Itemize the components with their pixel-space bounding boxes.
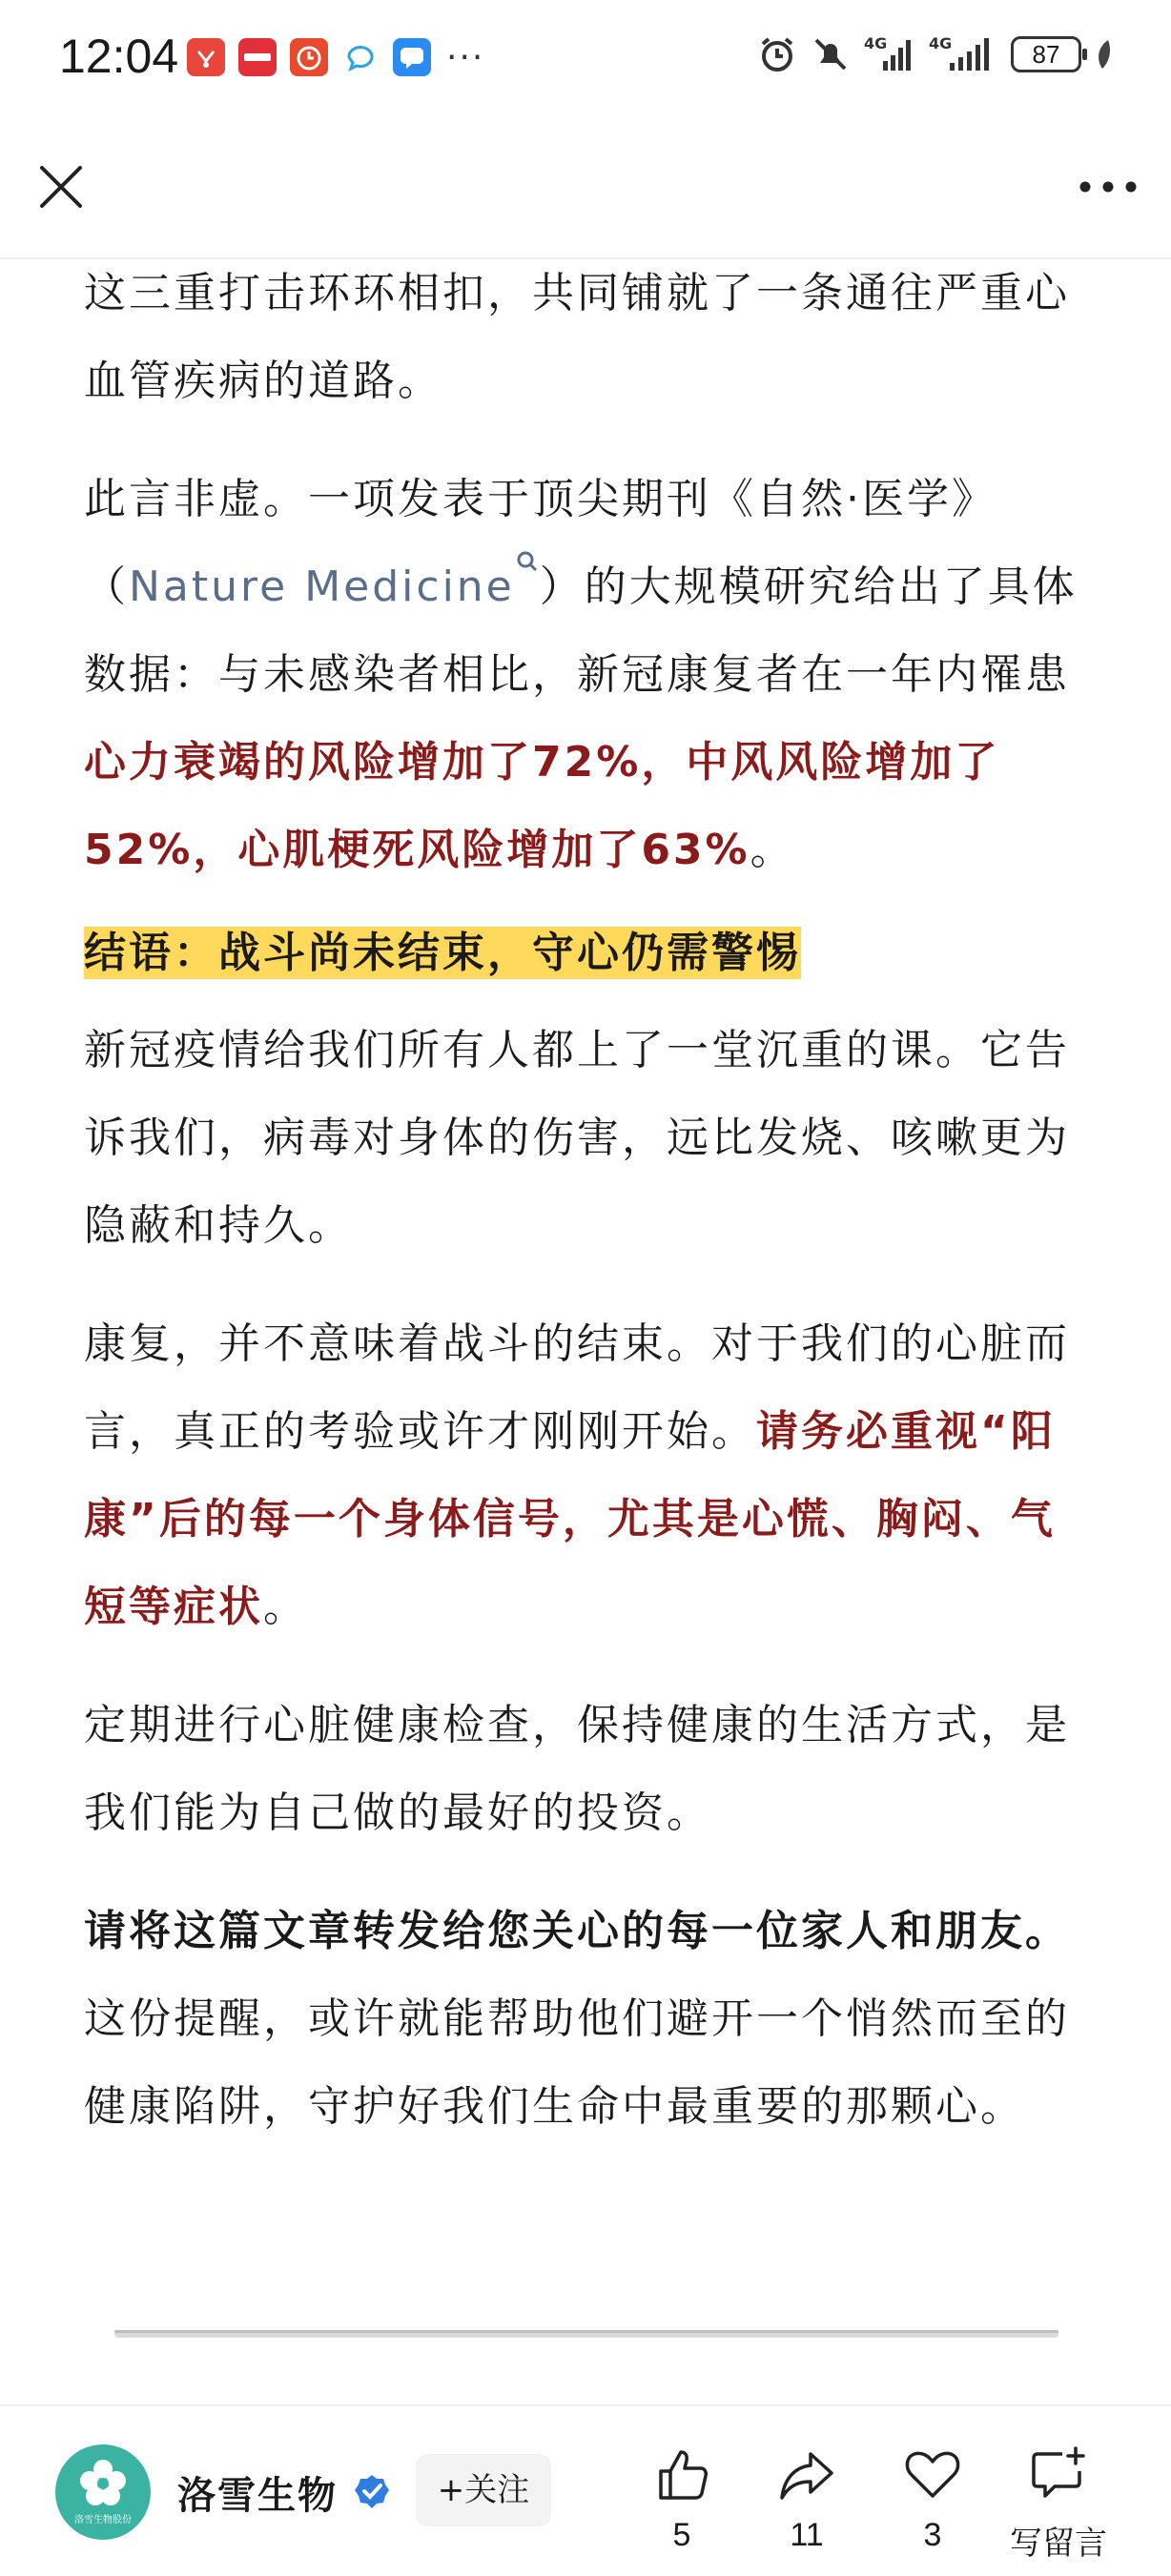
more-notifications-icon: ··· — [446, 38, 485, 77]
section-heading — [84, 925, 1095, 982]
comment-icon — [1028, 2444, 1089, 2505]
huawei-app-icon — [238, 38, 277, 76]
battery-indicator: 87 — [1011, 36, 1081, 72]
paragraph — [84, 250, 1095, 425]
more-options-button[interactable] — [1074, 160, 1142, 214]
paragraph — [84, 1682, 1095, 1857]
paragraph-text: ）的大规模研究给出了具体数据：与未感染者相比，新冠康复者在一年内罹患 — [84, 562, 1078, 699]
verified-badge-icon — [353, 2473, 391, 2511]
share-arrow-icon — [776, 2444, 837, 2505]
message-bubble-icon — [341, 38, 380, 76]
paragraph-text: 这三重打击环环相扣，共同铺就了一条通往严重心血管疾病的道路。 — [84, 269, 1070, 405]
heart-icon — [902, 2444, 963, 2505]
top-navigation — [0, 114, 1171, 259]
thumbs-up-icon — [651, 2444, 712, 2505]
chat-icon — [393, 38, 431, 76]
avatar-caption: 洛雪生物股份 — [74, 2515, 132, 2525]
author-name[interactable]: 洛雪生物 — [177, 2474, 338, 2518]
paragraph-text: 此言非虚。一项发表于顶尖期刊《自然·医学》（ — [84, 475, 996, 611]
timer-app-icon — [290, 38, 328, 76]
flower-logo-icon — [55, 2444, 151, 2540]
paragraph — [84, 1888, 1095, 2151]
app-notification-icon — [187, 38, 225, 76]
signal-4g-icon — [929, 34, 997, 74]
paragraph-text: 。 — [750, 826, 795, 874]
article-body — [84, 250, 1095, 2181]
write-comment-button[interactable] — [1001, 2444, 1116, 2564]
paragraph — [84, 456, 1095, 894]
search-icon — [515, 549, 540, 578]
like-button[interactable] — [625, 2444, 739, 2554]
favorite-count: 3 — [923, 2517, 942, 2553]
status-time: 12:04 — [59, 30, 179, 83]
paragraph-text: 定期进行心脏健康检查，保持健康的生活方式，是我们能为自己做的最好的投资。 — [84, 1701, 1070, 1837]
paragraph-text: 。 — [263, 1583, 308, 1631]
network-type-label: 4G — [864, 34, 888, 52]
leaf-icon — [1095, 36, 1114, 72]
alarm-icon — [757, 34, 797, 74]
close-icon — [34, 160, 88, 214]
nature-medicine-search-link[interactable] — [129, 562, 540, 611]
paragraph-text: 康复，并不意味着战斗的结束。对于我们的心脏而言，真正的考验或许才刚刚开始。 — [84, 1319, 1070, 1456]
comment-label: 写留言 — [1010, 2525, 1107, 2562]
emphasis-text: 请务必重视“阳康”后的每一个身体信号，尤其是心慌、胸闷、气短等症状 — [84, 1407, 1056, 1631]
like-count: 5 — [672, 2517, 691, 2553]
paragraph — [84, 1300, 1095, 1651]
share-count: 11 — [790, 2517, 824, 2553]
network-type-label: 4G — [929, 34, 953, 52]
bottom-action-bar — [0, 2404, 1171, 2576]
signal-4g-icon — [864, 34, 915, 74]
scroll-progress-bar — [114, 2330, 1058, 2338]
emphasis-text: 心力衰竭的风险增加了72%，中风风险增加了52%，心肌梗死风险增加了63% — [84, 738, 1000, 874]
paragraph-text: 这份提醒，或许就能帮助他们避开一个悄然而至的健康陷阱，守护好我们生命中最重要的那颗心。 — [84, 1994, 1070, 2131]
favorite-button[interactable] — [875, 2444, 990, 2554]
close-button[interactable] — [34, 160, 88, 214]
status-bar — [0, 0, 1171, 114]
status-icons — [757, 34, 1114, 74]
paragraph-text: 新冠疫情给我们所有人都上了一堂沉重的课。它告诉我们，病毒对身体的伤害，远比发烧、咳嗽更为隐蔽和持久。 — [84, 1026, 1070, 1250]
bold-text: 请将这篇文章转发给您关心的每一位家人和朋友。 — [84, 1907, 1070, 1955]
link-text: Nature Medicine — [129, 562, 515, 611]
follow-button[interactable]: +关注 — [416, 2454, 551, 2526]
avatar[interactable] — [55, 2444, 151, 2540]
paragraph — [84, 1007, 1095, 1270]
share-button[interactable] — [750, 2444, 864, 2554]
more-icon — [1074, 160, 1142, 214]
heading-text: 结语：战斗尚未结束，守心仍需警惕 — [84, 929, 801, 977]
mute-icon — [811, 34, 851, 74]
